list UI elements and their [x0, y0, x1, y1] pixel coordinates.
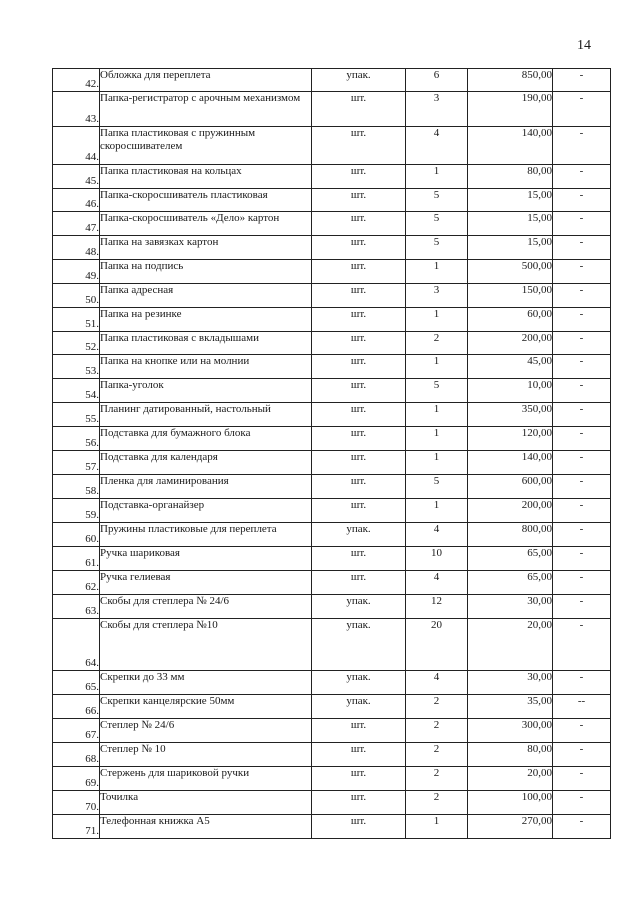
note-cell: - [553, 427, 611, 451]
row-number-cell: 49. [53, 260, 100, 284]
row-number-cell: 46. [53, 189, 100, 212]
price-cell: 35,00 [468, 695, 553, 719]
item-name-cell: Степлер № 10 [100, 743, 312, 767]
row-number-cell: 58. [53, 475, 100, 499]
quantity-cell: 1 [406, 308, 468, 332]
table-row [53, 451, 611, 475]
unit-cell: шт. [312, 499, 406, 523]
quantity-cell: 5 [406, 475, 468, 499]
item-name-cell: Подставка-органайзер [100, 499, 312, 523]
row-number-cell: 45. [53, 165, 100, 189]
table-row [53, 523, 611, 547]
table-row [53, 695, 611, 719]
quantity-cell: 3 [406, 284, 468, 308]
unit-cell: шт. [312, 127, 406, 165]
page-number: 14 [577, 38, 591, 53]
quantity-cell: 4 [406, 671, 468, 695]
table-row [53, 743, 611, 767]
item-name-cell: Обложка для переплета [100, 69, 312, 92]
note-cell: - [553, 719, 611, 743]
table-row [53, 475, 611, 499]
unit-cell: упак. [312, 619, 406, 671]
unit-cell: упак. [312, 695, 406, 719]
price-cell: 15,00 [468, 189, 553, 212]
table-row [53, 499, 611, 523]
item-name-cell: Папка на кнопке или на молнии [100, 355, 312, 379]
price-cell: 20,00 [468, 619, 553, 671]
table-row [53, 127, 611, 165]
table-row [53, 69, 611, 92]
table-row [53, 427, 611, 451]
item-name-cell: Пружины пластиковые для переплета [100, 523, 312, 547]
item-name-cell: Папка-скоросшиватель «Дело» картон [100, 212, 312, 236]
note-cell: - [553, 743, 611, 767]
item-name-cell: Папка-регистратор с арочным механизмом [100, 92, 312, 127]
quantity-cell: 1 [406, 403, 468, 427]
note-cell: - [553, 619, 611, 671]
table-row [53, 547, 611, 571]
item-name-cell: Папка адресная [100, 284, 312, 308]
item-name-cell: Папка-уголок [100, 379, 312, 403]
quantity-cell: 1 [406, 499, 468, 523]
note-cell: - [553, 236, 611, 260]
note-cell: - [553, 92, 611, 127]
item-name-cell: Пленка для ламинирования [100, 475, 312, 499]
row-number-cell: 69. [53, 767, 100, 791]
note-cell: - [553, 547, 611, 571]
item-name-cell: Скрепки канцелярские 50мм [100, 695, 312, 719]
unit-cell: шт. [312, 212, 406, 236]
unit-cell: шт. [312, 189, 406, 212]
row-number-cell: 59. [53, 499, 100, 523]
note-cell: - [553, 523, 611, 547]
note-cell: - [553, 595, 611, 619]
quantity-cell: 6 [406, 69, 468, 92]
price-cell: 270,00 [468, 815, 553, 839]
table-row [53, 815, 611, 839]
price-cell: 150,00 [468, 284, 553, 308]
item-name-cell: Папка пластиковая с пружинным скоросшивателем [100, 127, 312, 165]
table-row [53, 355, 611, 379]
table-row [53, 212, 611, 236]
table-row [53, 671, 611, 695]
row-number-cell: 53. [53, 355, 100, 379]
row-number-cell: 60. [53, 523, 100, 547]
quantity-cell: 5 [406, 189, 468, 212]
table-row [53, 571, 611, 595]
row-number-cell: 44. [53, 127, 100, 165]
table-row [53, 719, 611, 743]
table-row [53, 791, 611, 815]
item-name-cell: Планинг датированный, настольный [100, 403, 312, 427]
price-cell: 140,00 [468, 127, 553, 165]
row-number-cell: 68. [53, 743, 100, 767]
item-name-cell: Точилка [100, 791, 312, 815]
item-name-cell: Подставка для бумажного блока [100, 427, 312, 451]
note-cell: - [553, 127, 611, 165]
quantity-cell: 5 [406, 379, 468, 403]
note-cell: - [553, 671, 611, 695]
row-number-cell: 56. [53, 427, 100, 451]
row-number-cell: 62. [53, 571, 100, 595]
unit-cell: шт. [312, 767, 406, 791]
note-cell: - [553, 451, 611, 475]
note-cell: - [553, 189, 611, 212]
table-row [53, 284, 611, 308]
item-name-cell: Ручка шариковая [100, 547, 312, 571]
quantity-cell: 1 [406, 355, 468, 379]
price-cell: 20,00 [468, 767, 553, 791]
quantity-cell: 5 [406, 212, 468, 236]
item-name-cell: Стержень для шариковой ручки [100, 767, 312, 791]
row-number-cell: 43. [53, 92, 100, 127]
row-number-cell: 50. [53, 284, 100, 308]
price-cell: 300,00 [468, 719, 553, 743]
unit-cell: шт. [312, 571, 406, 595]
price-cell: 80,00 [468, 743, 553, 767]
row-number-cell: 70. [53, 791, 100, 815]
unit-cell: шт. [312, 451, 406, 475]
price-cell: 500,00 [468, 260, 553, 284]
quantity-cell: 3 [406, 92, 468, 127]
note-cell: - [553, 571, 611, 595]
note-cell: - [553, 355, 611, 379]
unit-cell: шт. [312, 379, 406, 403]
quantity-cell: 20 [406, 619, 468, 671]
price-cell: 45,00 [468, 355, 553, 379]
unit-cell: шт. [312, 355, 406, 379]
item-name-cell: Скобы для степлера №10 [100, 619, 312, 671]
table-row [53, 236, 611, 260]
table-row [53, 767, 611, 791]
note-cell: - [553, 165, 611, 189]
item-name-cell: Папка-скоросшиватель пластиковая [100, 189, 312, 212]
supplies-table [52, 68, 611, 839]
unit-cell: упак. [312, 523, 406, 547]
table-row [53, 165, 611, 189]
quantity-cell: 2 [406, 767, 468, 791]
note-cell: - [553, 403, 611, 427]
table-row [53, 189, 611, 212]
unit-cell: шт. [312, 403, 406, 427]
unit-cell: шт. [312, 260, 406, 284]
quantity-cell: 1 [406, 260, 468, 284]
note-cell: - [553, 284, 611, 308]
table-row [53, 595, 611, 619]
price-cell: 15,00 [468, 236, 553, 260]
row-number-cell: 66. [53, 695, 100, 719]
quantity-cell: 4 [406, 523, 468, 547]
row-number-cell: 63. [53, 595, 100, 619]
item-name-cell: Скобы для степлера № 24/6 [100, 595, 312, 619]
item-name-cell: Папка пластиковая на кольцах [100, 165, 312, 189]
table-row [53, 379, 611, 403]
price-cell: 190,00 [468, 92, 553, 127]
note-cell: - [553, 379, 611, 403]
quantity-cell: 2 [406, 791, 468, 815]
price-cell: 140,00 [468, 451, 553, 475]
table-body [53, 69, 611, 839]
price-cell: 80,00 [468, 165, 553, 189]
row-number-cell: 67. [53, 719, 100, 743]
price-cell: 850,00 [468, 69, 553, 92]
item-name-cell: Телефонная книжка А5 [100, 815, 312, 839]
note-cell: - [553, 260, 611, 284]
unit-cell: упак. [312, 671, 406, 695]
quantity-cell: 1 [406, 427, 468, 451]
price-cell: 350,00 [468, 403, 553, 427]
note-cell: - [553, 767, 611, 791]
price-cell: 30,00 [468, 671, 553, 695]
price-cell: 30,00 [468, 595, 553, 619]
price-cell: 200,00 [468, 499, 553, 523]
item-name-cell: Скрепки до 33 мм [100, 671, 312, 695]
row-number-cell: 64. [53, 619, 100, 671]
table-row [53, 260, 611, 284]
unit-cell: шт. [312, 332, 406, 355]
price-cell: 120,00 [468, 427, 553, 451]
item-name-cell: Степлер № 24/6 [100, 719, 312, 743]
note-cell: - [553, 69, 611, 92]
unit-cell: шт. [312, 92, 406, 127]
row-number-cell: 47. [53, 212, 100, 236]
note-cell: - [553, 499, 611, 523]
note-cell: -- [553, 695, 611, 719]
item-name-cell: Ручка гелиевая [100, 571, 312, 595]
unit-cell: шт. [312, 165, 406, 189]
table-row [53, 92, 611, 127]
row-number-cell: 48. [53, 236, 100, 260]
quantity-cell: 1 [406, 815, 468, 839]
row-number-cell: 52. [53, 332, 100, 355]
note-cell: - [553, 332, 611, 355]
quantity-cell: 1 [406, 451, 468, 475]
quantity-cell: 2 [406, 695, 468, 719]
quantity-cell: 2 [406, 332, 468, 355]
table-row [53, 332, 611, 355]
unit-cell: упак. [312, 69, 406, 92]
price-cell: 65,00 [468, 547, 553, 571]
unit-cell: шт. [312, 791, 406, 815]
row-number-cell: 57. [53, 451, 100, 475]
row-number-cell: 54. [53, 379, 100, 403]
note-cell: - [553, 308, 611, 332]
item-name-cell: Подставка для календаря [100, 451, 312, 475]
quantity-cell: 1 [406, 165, 468, 189]
unit-cell: шт. [312, 236, 406, 260]
item-name-cell: Папка пластиковая с вкладышами [100, 332, 312, 355]
row-number-cell: 55. [53, 403, 100, 427]
row-number-cell: 42. [53, 69, 100, 92]
quantity-cell: 4 [406, 571, 468, 595]
price-cell: 60,00 [468, 308, 553, 332]
note-cell: - [553, 815, 611, 839]
table-row [53, 619, 611, 671]
item-name-cell: Папка на резинке [100, 308, 312, 332]
quantity-cell: 5 [406, 236, 468, 260]
quantity-cell: 10 [406, 547, 468, 571]
quantity-cell: 2 [406, 719, 468, 743]
unit-cell: шт. [312, 815, 406, 839]
price-cell: 65,00 [468, 571, 553, 595]
price-cell: 100,00 [468, 791, 553, 815]
unit-cell: шт. [312, 743, 406, 767]
price-cell: 10,00 [468, 379, 553, 403]
unit-cell: шт. [312, 284, 406, 308]
price-cell: 200,00 [468, 332, 553, 355]
quantity-cell: 2 [406, 743, 468, 767]
table-row [53, 403, 611, 427]
row-number-cell: 51. [53, 308, 100, 332]
table-row [53, 308, 611, 332]
price-cell: 15,00 [468, 212, 553, 236]
note-cell: - [553, 791, 611, 815]
unit-cell: шт. [312, 719, 406, 743]
row-number-cell: 61. [53, 547, 100, 571]
unit-cell: шт. [312, 427, 406, 451]
unit-cell: шт. [312, 475, 406, 499]
quantity-cell: 4 [406, 127, 468, 165]
item-name-cell: Папка на завязках картон [100, 236, 312, 260]
unit-cell: упак. [312, 595, 406, 619]
note-cell: - [553, 212, 611, 236]
price-cell: 800,00 [468, 523, 553, 547]
quantity-cell: 12 [406, 595, 468, 619]
note-cell: - [553, 475, 611, 499]
price-cell: 600,00 [468, 475, 553, 499]
unit-cell: шт. [312, 308, 406, 332]
row-number-cell: 71. [53, 815, 100, 839]
unit-cell: шт. [312, 547, 406, 571]
item-name-cell: Папка на подпись [100, 260, 312, 284]
row-number-cell: 65. [53, 671, 100, 695]
